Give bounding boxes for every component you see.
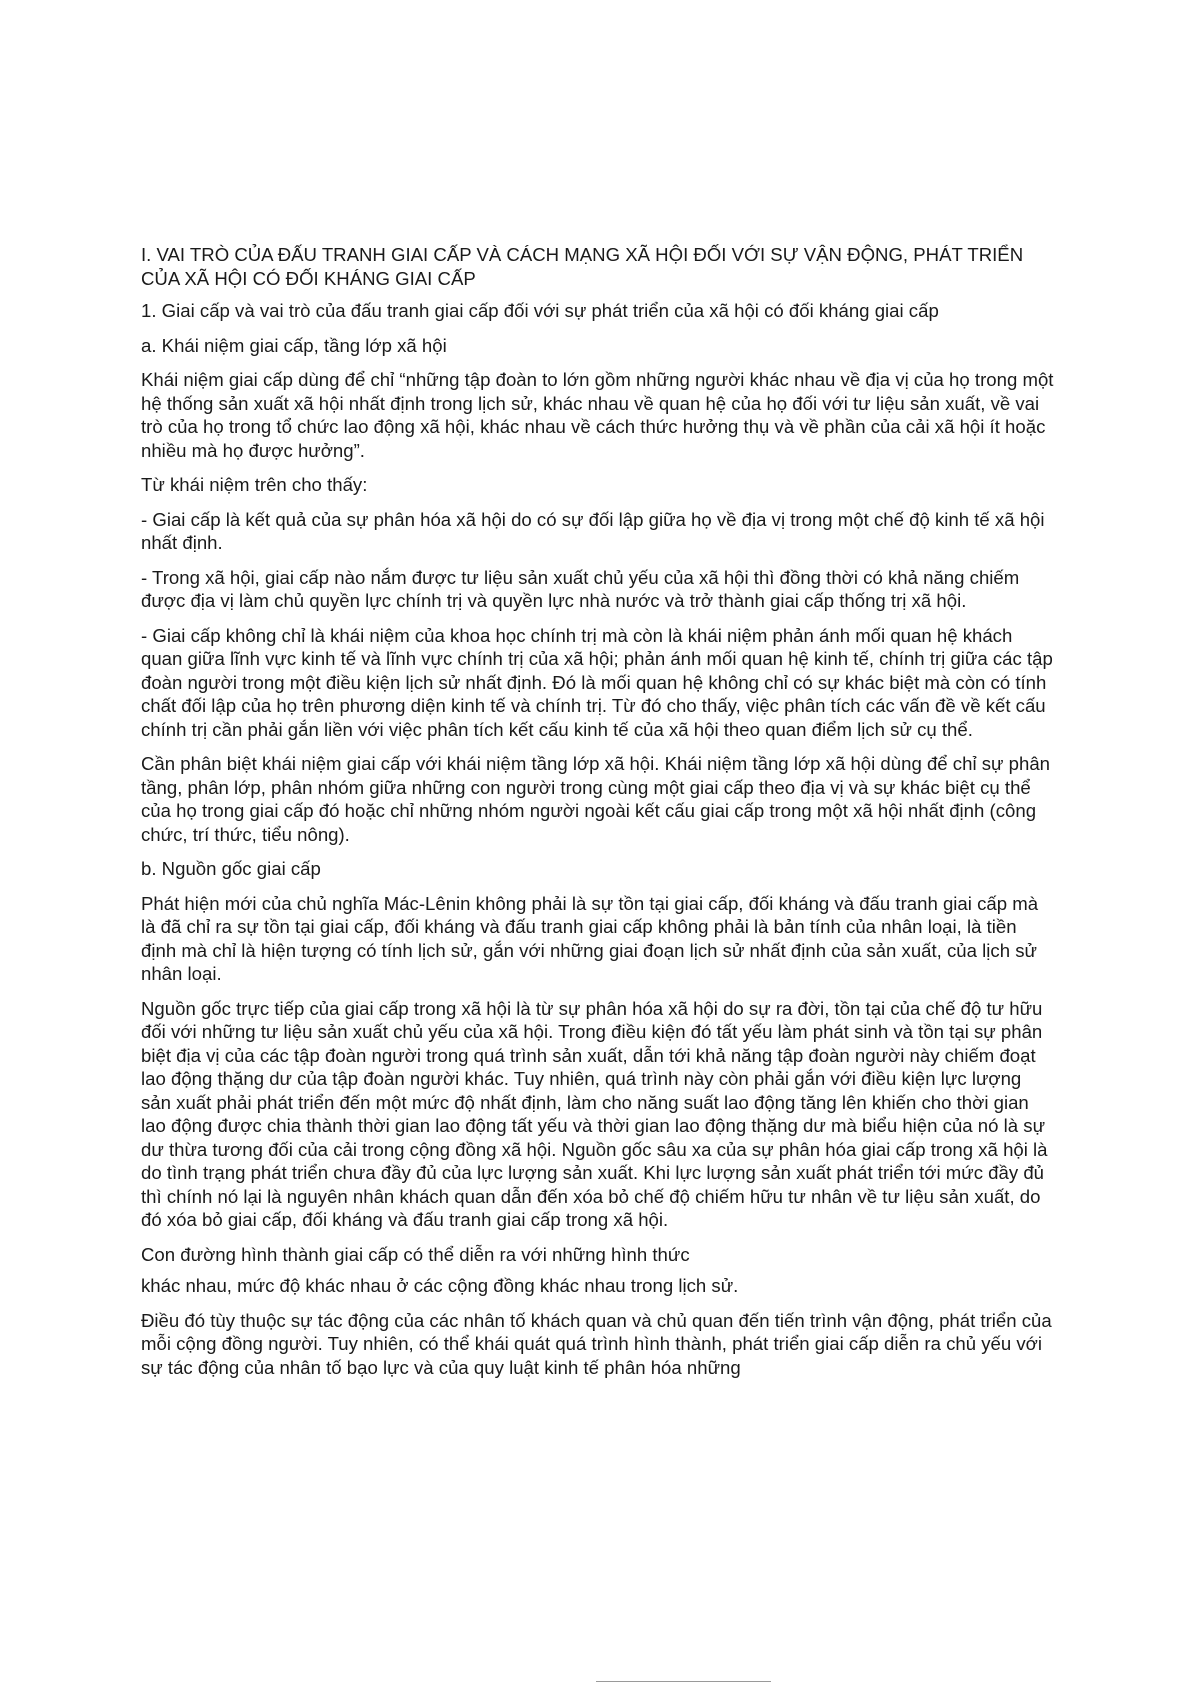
document-heading: I. VAI TRÒ CỦA ĐẤU TRANH GIAI CẤP VÀ CÁCH MẠNG XÃ HỘI ĐỐI VỚI SỰ VẬN ĐỘNG, PHÁT TRIỂN CỦA XÃ HỘI CÓ ĐỐI KHÁNG GIAI CẤP: [141, 244, 1024, 289]
bullet-ruling-class: - Trong xã hội, giai cấp nào nắm được tư liệu sản xuất chủ yếu của xã hội thì đồng thời có khả năng chiếm được địa vị làm chủ quyền lực chính trị và quyền lực nhà nước và trở thành giai cấp thống trị xã hội.: [141, 566, 1020, 611]
bullet-class-result: - Giai cấp là kết quả của sự phân hóa xã hội do có sự đối lập giữa họ về địa vị trong một chế độ kinh tế xã hội nhất định.: [141, 508, 1045, 553]
paragraph-factors: Điều đó tùy thuộc sự tác động của các nhân tố khách quan và chủ quan đến tiến trình vận động, phát triển của mỗi cộng đồng người. Tuy nhiên, có thể khái quát quá trình hình thành, phát triển giai cấp diễn ra chủ yếu với sự tác động của nhân tố bạo lực và của quy luật kinh tế phân hóa những: [141, 1309, 1052, 1378]
section-a-title: a. Khái niệm giai cấp, tầng lớp xã hội: [141, 334, 447, 356]
document-body: [141, 243, 1056, 1390]
paragraph-formation-forms: khác nhau, mức độ khác nhau ở các cộng đồng khác nhau trong lịch sử.: [141, 1275, 739, 1296]
paragraph-social-strata: Cần phân biệt khái niệm giai cấp với khái niệm tầng lớp xã hội. Khái niệm tầng lớp xã hội dùng để chỉ sự phân tầng, phân lớp, phân nhóm giữa những con người trong cùng một giai cấp theo địa vị và sự khác biệt cụ thể của họ trong giai cấp đó hoặc chỉ những nhóm người ngoài kết cấu giai cấp trong một xã hội nhất định (công chức, trí thức, tiểu nông).: [141, 753, 1051, 845]
section-b-title: b. Nguồn gốc giai cấp: [141, 858, 321, 879]
paragraph-conclusion-intro: Từ khái niệm trên cho thấy:: [141, 474, 368, 495]
paragraph-formation-path: Con đường hình thành giai cấp có thể diễn ra với những hình thức: [141, 1243, 690, 1265]
section-1-title: 1. Giai cấp và vai trò của đấu tranh giai cấp đối với sự phát triển của xã hội có đối kháng giai cấp: [141, 300, 939, 321]
footer-divider: [596, 1681, 771, 1682]
paragraph-class-origin: Nguồn gốc trực tiếp của giai cấp trong xã hội là từ sự phân hóa xã hội do sự ra đời, tồn tại của chế độ tư hữu đối với những tư liệu sản xuất chủ yếu của xã hội. Trong điều kiện đó tất yếu làm phát sinh và tồn tại sự phân biệt địa vị của các tập đoàn người trong quá trình sản xuất, dẫn tới khả năng tập đoàn người này chiếm đoạt lao động thặng dư của tập đoàn người khác. Tuy nhiên, quá trình này còn phải gắn với điều kiện lực lượng sản xuất phải phát triển đến một mức độ nhất định, làm cho năng suất lao động tăng lên khiến cho thời gian lao động được chia thành thời gian lao động tất yếu và thời gian lao động thặng dư mà biểu hiện của nó là sự dư thừa tương đối của cải trong cộng đồng xã hội. Nguồn gốc sâu xa của sự phân hóa giai cấp trong xã hội là do tình trạng phát triển chưa đầy đủ của lực lượng sản xuất. Khi lực lượng sản xuất phát triển tới mức đầy đủ thì chính nó lại là nguyên nhân khách quan dẫn đến xóa bỏ chế độ chiếm hữu tư nhân về tư liệu sản xuất, do đó xóa bỏ giai cấp, đối kháng và đấu tranh giai cấp trong xã hội.: [141, 997, 1048, 1230]
paragraph-class-definition: Khái niệm giai cấp dùng để chỉ “những tập đoàn to lớn gồm những người khác nhau về địa vị của họ trong một hệ thống sản xuất xã hội nhất định trong lịch sử, khác nhau về quan hệ của họ đối với tư liệu sản xuất, về vai trò của họ trong tổ chức lao động xã hội, khác nhau về cách thức hưởng thụ và về phần của cải xã hội ít hoặc nhiều mà họ được hưởng”.: [141, 369, 1054, 461]
paragraph-marxism-discovery: Phát hiện mới của chủ nghĩa Mác-Lênin không phải là sự tồn tại giai cấp, đối kháng và đấu tranh giai cấp mà là đã chỉ ra sự tồn tại giai cấp, đối kháng và đấu tranh giai cấp không phải là bản tính của nhân loại, là tiền định mà chỉ là hiện tượng có tính lịch sử, gắn với những giai đoạn lịch sử nhất định của sản xuất, của lịch sử nhân loại.: [141, 892, 1039, 984]
bullet-class-concept: - Giai cấp không chỉ là khái niệm của khoa học chính trị mà còn là khái niệm phản ánh mối quan hệ khách quan giữa lĩnh vực kinh tế và lĩnh vực chính trị của xã hội; phản ánh mối quan hệ kinh tế, chính trị giữa các tập đoàn người trong một điều kiện lịch sử nhất định. Đó là mối quan hệ không chỉ có sự khác biệt mà còn có tính chất đối lập của họ trên phương diện kinh tế và chính trị. Từ đó cho thấy, việc phân tích các vấn đề về kết cấu chính trị cần phải gắn liền với việc phân tích kết cấu kinh tế của xã hội theo quan điểm lịch sử cụ thể.: [141, 624, 1053, 740]
